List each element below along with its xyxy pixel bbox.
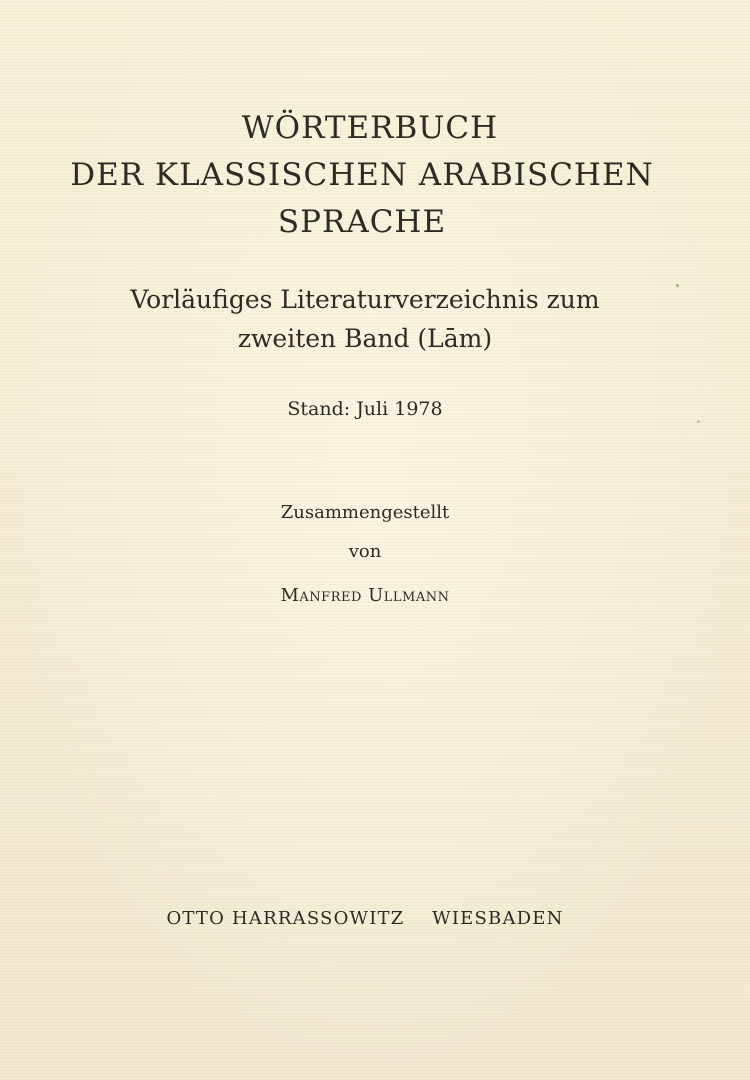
paper-speck [697,420,700,423]
title-line-2: DER KLASSISCHEN ARABISCHEN [70,157,654,193]
compiled-by-label: Zusammengestellt [280,502,450,523]
subtitle-line-2: zweiten Band (Lām) [237,324,493,353]
subtitle-line-1: Vorläufiges Literaturverzeichnis zum [130,285,600,314]
von-label: von [348,541,382,562]
publisher-imprint: OTTO HARRASSOWITZ WIESBADEN [166,908,564,929]
paper-speck [676,284,679,287]
title-line-1: WÖRTERBUCH [241,110,499,146]
title-line-3: SPRACHE [277,204,447,240]
status-date: Stand: Juli 1978 [287,398,443,420]
author-name: Manfred Ullmann [280,585,450,606]
